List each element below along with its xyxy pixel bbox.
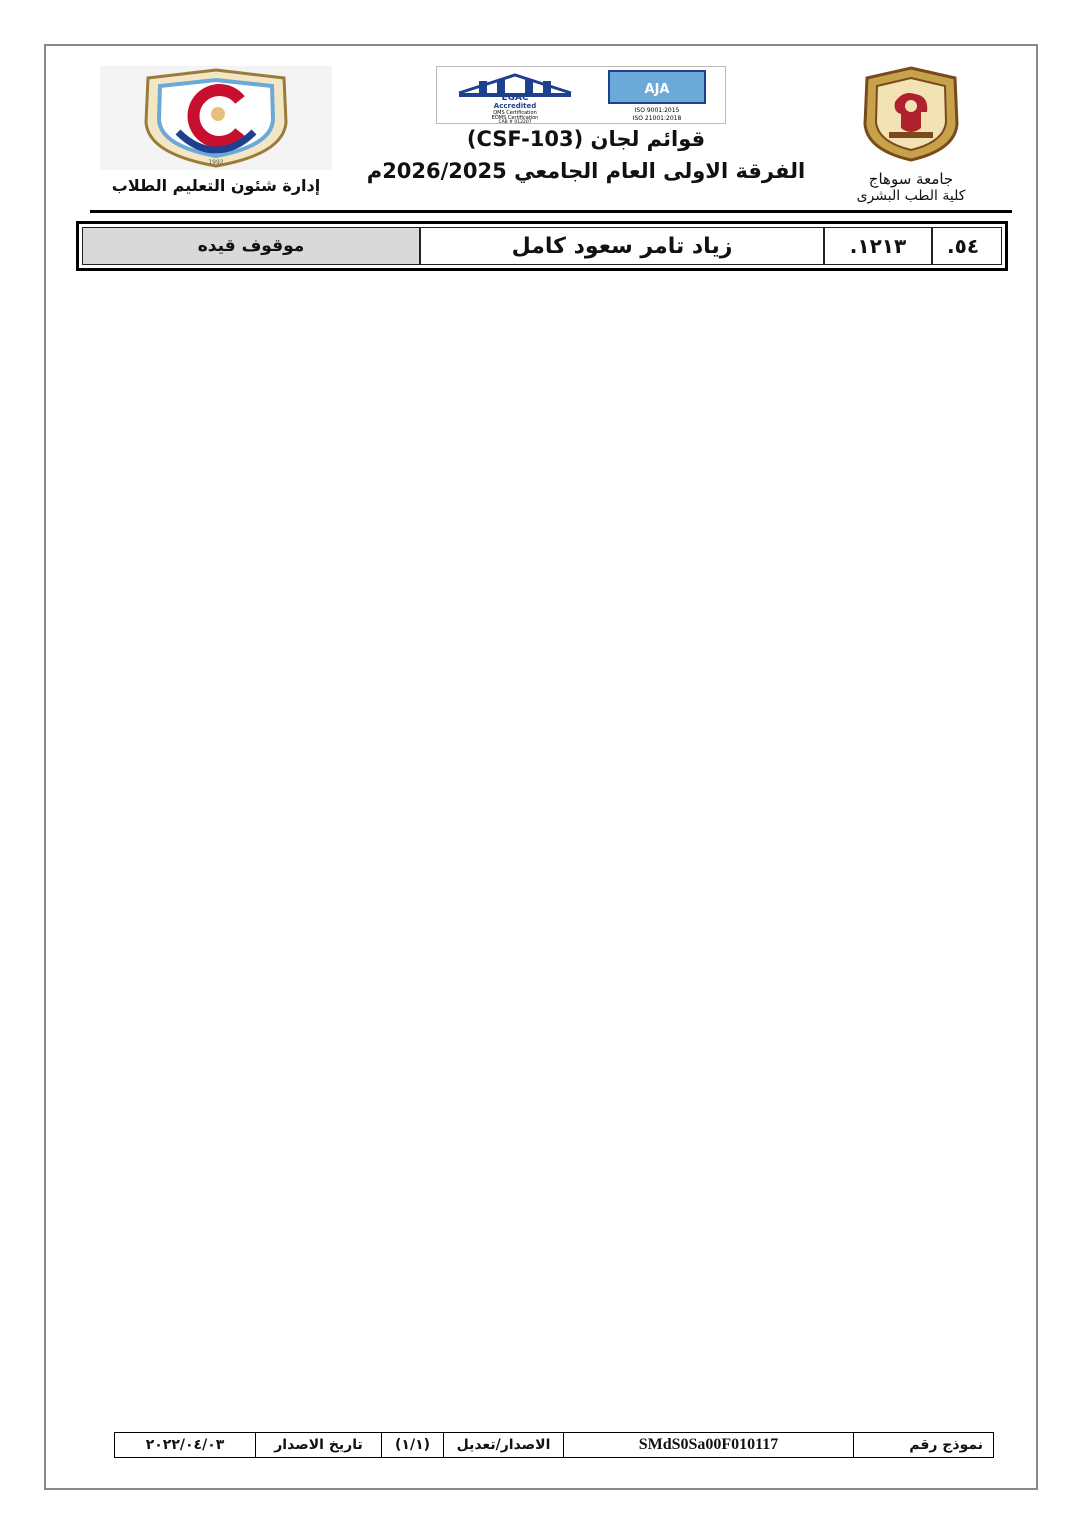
iso-9001-text: ISO 9001:2015 bbox=[634, 107, 680, 114]
enrollment-status-cell: موقوف قيده bbox=[82, 227, 420, 265]
issue-revision-label: الاصدار/تعديل bbox=[443, 1433, 563, 1457]
document-title: قوائم لجان (CSF-103) bbox=[466, 127, 706, 151]
document-subtitle: الفرقة الاولى العام الجامعي 2026/2025م bbox=[366, 159, 806, 183]
page-frame bbox=[44, 44, 1038, 1490]
accredited-text: Accredited bbox=[493, 102, 537, 110]
department-block bbox=[100, 66, 332, 195]
aja-text: AJA bbox=[644, 82, 670, 97]
university-name: جامعة سوهاج bbox=[868, 170, 954, 188]
form-number-label: نموذج رقم bbox=[853, 1433, 993, 1457]
faculty-logo bbox=[100, 66, 332, 170]
issue-date-label: تاريخ الاصدار bbox=[255, 1433, 381, 1457]
form-number-value: SMdS0Sa00F010117 bbox=[563, 1433, 853, 1457]
iso-21001-text: ISO 21001:2018 bbox=[632, 115, 682, 122]
university-block bbox=[846, 66, 976, 205]
qms-text: QMS Certification bbox=[493, 110, 537, 116]
faculty-name: كلية الطب البشرى bbox=[856, 188, 966, 204]
document-header bbox=[46, 46, 1036, 216]
certification-badges bbox=[436, 66, 726, 124]
student-name-cell: زياد تامر سعود كامل bbox=[420, 227, 824, 265]
form-footer bbox=[114, 1432, 994, 1458]
cab-text: CAB # 012207 bbox=[498, 120, 532, 123]
header-divider bbox=[90, 210, 1012, 213]
student-record-row bbox=[76, 221, 1008, 271]
student-id-cell: ١٢١٣. bbox=[824, 227, 932, 265]
issue-revision-value: (١/١) bbox=[381, 1433, 443, 1457]
faculty-of-medicine-logo-icon bbox=[100, 66, 332, 170]
egac-text: EGAC bbox=[501, 93, 529, 103]
serial-number-cell: ٥٤. bbox=[932, 227, 1002, 265]
title-block bbox=[346, 124, 826, 186]
eoms-text: EOMS Certification bbox=[491, 115, 539, 121]
university-seal-icon bbox=[859, 66, 963, 162]
logo-year-text: 1992 bbox=[208, 159, 224, 166]
issue-date-value: ٢٠٢٢/٠٤/٠٣ bbox=[145, 1437, 225, 1453]
department-name: إدارة شئون التعليم الطلاب bbox=[111, 176, 321, 195]
certification-logo-icon bbox=[437, 67, 725, 123]
